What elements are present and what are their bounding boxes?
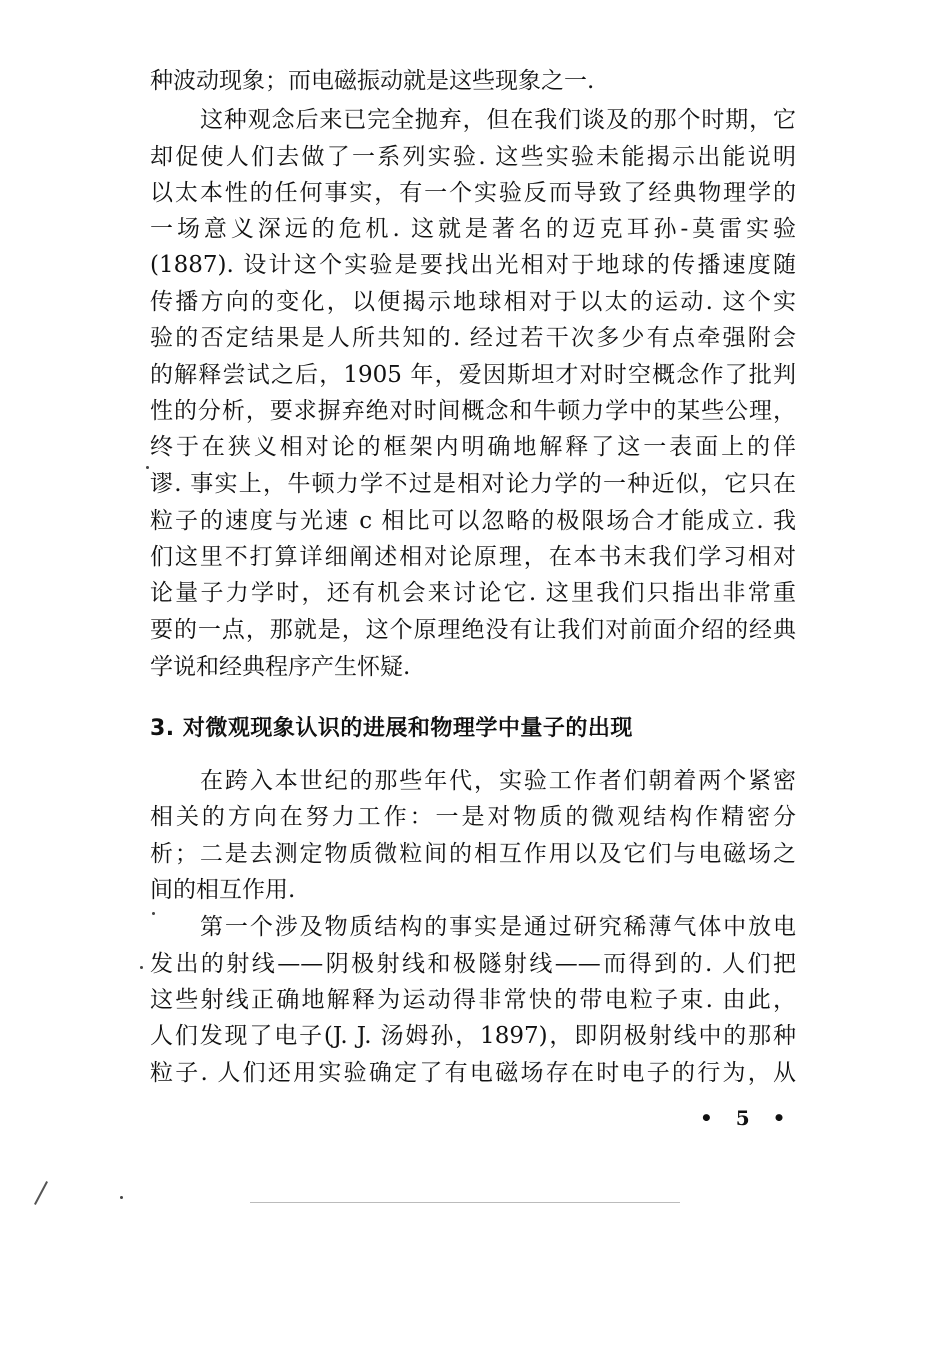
paragraph-2-line: 学说和经典程序产生怀疑.	[150, 654, 411, 680]
scan-artifact-line	[250, 1202, 680, 1203]
paragraph-4-line: 发出的射线——阴极射线和极隧射线——而得到的. 人们把	[150, 951, 796, 977]
paragraph-4-line: 第一个涉及物质结构的事实是通过研究稀薄气体中放电	[200, 914, 796, 940]
paragraph-4-line: 人们发现了电子(J. J. 汤姆孙，1897)，即阴极射线中的那种	[150, 1023, 796, 1049]
scan-speck	[140, 966, 143, 969]
paragraph-2-line: 这种观念后来已完全抛弃，但在我们谈及的那个时期，它	[200, 107, 796, 133]
scan-speck	[146, 466, 149, 469]
section-heading: 3. 对微观现象认识的进展和物理学中量子的出现	[150, 716, 633, 741]
paragraph-2-line: 却促使人们去做了一系列实验. 这些实验未能揭示出能说明	[150, 144, 796, 170]
paragraph-3-line: 析；二是去测定物质微粒间的相互作用以及它们与电磁场之	[150, 841, 796, 867]
paragraph-4-line: 粒子. 人们还用实验确定了有电磁场存在时电子的行为，从	[150, 1060, 796, 1086]
paragraph-2-line: 粒子的速度与光速 c 相比可以忽略的极限场合才能成立. 我	[150, 508, 796, 534]
paragraph-2-line: 们这里不打算详细阐述相对论原理，在本书末我们学习相对	[150, 544, 796, 570]
paragraph-3-line: 在跨入本世纪的那些年代，实验工作者们朝着两个紧密	[200, 768, 796, 794]
page-number: • 5 •	[700, 1106, 794, 1130]
paragraph-2-line: 传播方向的变化，以便揭示地球相对于以太的运动. 这个实	[150, 289, 796, 315]
paragraph-2-line: 一场意义深远的危机. 这就是著名的迈克耳孙-莫雷实验	[150, 216, 796, 242]
paragraph-4-line: 这些射线正确地解释为运动得非常快的带电粒子束. 由此，	[150, 987, 796, 1013]
scan-artifact-mark	[34, 1181, 48, 1205]
paragraph-2-line: 终于在狭义相对论的框架内明确地解释了这一表面上的佯	[150, 434, 796, 460]
paragraph-2-line: 要的一点，那就是，这个原理绝没有让我们对前面介绍的经典	[150, 617, 796, 643]
paragraph-2-line: 的解释尝试之后，1905 年，爱因斯坦才对时空概念作了批判	[150, 362, 796, 388]
paragraph-2-line: 性的分析，要求摒弃绝对时间概念和牛顿力学中的某些公理，	[150, 398, 796, 424]
paragraph-2-line: 谬. 事实上，牛顿力学不过是相对论力学的一种近似，它只在	[150, 471, 796, 497]
scan-speck	[152, 912, 155, 915]
paragraph-3-line: 间的相互作用.	[150, 877, 296, 903]
paragraph-2-line: 验的否定结果是人所共知的. 经过若干次多少有点牵强附会	[150, 325, 796, 351]
scan-speck	[120, 1196, 123, 1199]
paragraph-1-line: 种波动现象；而电磁振动就是这些现象之一.	[150, 68, 595, 94]
paragraph-2-line: (1887). 设计这个实验是要找出光相对于地球的传播速度随	[150, 252, 796, 278]
paragraph-3-line: 相关的方向在努力工作：一是对物质的微观结构作精密分	[150, 804, 796, 830]
paragraph-2-line: 论量子力学时，还有机会来讨论它. 这里我们只指出非常重	[150, 580, 796, 606]
paragraph-2-line: 以太本性的任何事实，有一个实验反而导致了经典物理学的	[150, 180, 796, 206]
